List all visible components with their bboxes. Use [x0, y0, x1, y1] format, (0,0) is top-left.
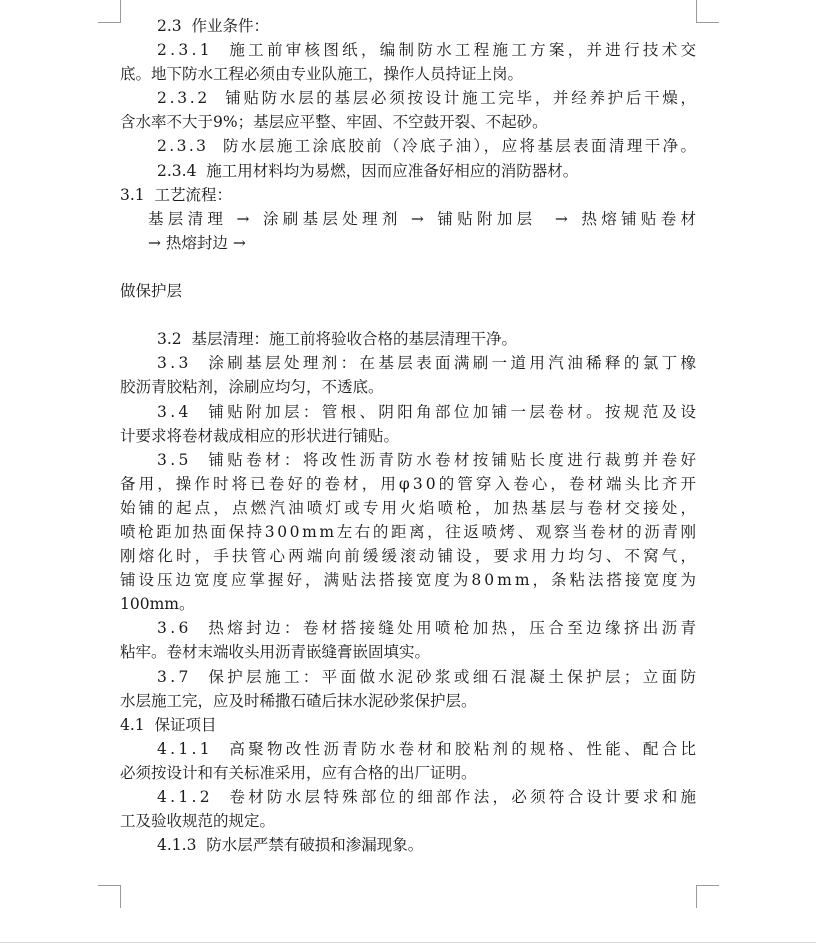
text-line — [120, 809, 696, 833]
text-line — [120, 616, 700, 640]
text-line — [120, 424, 696, 448]
text-line-content: 3.7 保护层施工：平面做水泥砂浆或细石混凝土保护层；立面防 — [157, 667, 700, 686]
text-line-content: 胶沥青胶粘剂，涂刷应均匀，不透底。 — [120, 378, 384, 397]
text-line — [120, 448, 700, 472]
text-line-content: 4.1.1 高聚物改性沥青防水卷材和胶粘剂的规格、性能、配合比 — [157, 739, 700, 758]
text-line — [120, 713, 696, 737]
text-line — [120, 761, 696, 785]
text-line-content: 含水率不大于9%；基层应平整、牢固、不空鼓开裂、不起砂。 — [120, 113, 548, 132]
text-line-content: 4.1.2 卷材防水层特殊部位的细部作法，必须符合设计要求和施 — [157, 788, 700, 806]
document-body — [120, 14, 701, 857]
page-bottom-edge — [0, 942, 816, 943]
text-line — [120, 183, 696, 207]
text-line — [120, 737, 700, 761]
text-line-content: 刚熔化时，手扶管心两端向前缓缓滚动铺设，要求用力均匀、不窝气， — [120, 547, 700, 566]
text-line-content: 3.1 工艺流程： — [120, 185, 233, 204]
text-line — [120, 568, 699, 592]
text-line — [120, 520, 699, 544]
text-line-content: 基层清理 → 涂刷基层处理剂 → 铺贴附加层 → 热熔铺贴卷材 — [148, 209, 701, 228]
text-line-content: 3.6 热熔封边：卷材搭接缝处用喷枪加热，压合至边缘挤出沥青 — [157, 619, 700, 638]
text-line-content: 3.2 基层清理：施工前将验收合格的基层清理干净。 — [157, 330, 518, 349]
text-line — [120, 62, 696, 86]
text-line-content: 必须按设计和有关标准采用，应有合格的出厂证明。 — [120, 763, 477, 782]
text-line-content: 做保护层 — [120, 282, 183, 301]
text-line-content: 水层施工完，应及时稀撒石碴后抹水泥砂浆保护层。 — [120, 691, 477, 710]
text-line-content: 3.3 涂刷基层处理剂：在基层表面满刷一道用汽油稀释的氯丁橡 — [157, 354, 700, 373]
text-line — [120, 544, 700, 568]
text-line — [120, 665, 700, 689]
margin-corner-top-right — [696, 0, 719, 23]
blank-line — [120, 255, 696, 279]
text-line — [120, 207, 701, 231]
text-line — [120, 327, 696, 351]
text-line — [120, 640, 696, 664]
text-line-content: 工及验收规范的规定。 — [120, 812, 276, 831]
text-line-content: 2.3.3 防水层施工涂底胶前（冷底子油），应将基层表面清理干净。 — [157, 137, 699, 156]
text-line — [120, 496, 700, 520]
text-line-content: 2.3.4 施工用材料均为易燃，因而应准备好相应的消防器材。 — [157, 161, 579, 180]
text-line — [120, 833, 696, 857]
text-line-content: 3.4 铺贴附加层：管根、阴阳角部位加铺一层卷材。按规范及设 — [157, 402, 700, 421]
text-line-content: 粘牢。卷材末端收头用沥青嵌缝膏嵌固填实。 — [120, 643, 431, 662]
text-line-content: → 热熔封边 → — [148, 233, 246, 252]
text-line-content: 3.5 铺贴卷材：将改性沥青防水卷材按铺贴长度进行裁剪并卷好 — [157, 450, 700, 469]
text-line-content: 100mm。 — [120, 595, 195, 614]
text-line-content: 4.1 保证项目 — [120, 715, 217, 734]
text-line — [120, 689, 696, 713]
margin-corner-bottom-right — [696, 885, 719, 908]
blank-line — [120, 303, 696, 327]
text-line — [120, 785, 700, 809]
margin-corner-top-left — [98, 0, 121, 23]
text-line — [120, 472, 700, 496]
text-line — [120, 14, 696, 38]
text-line-content: 喷枪距加热面保持300mm左右的距离，往返喷烤、观察当卷材的沥青刚 — [120, 522, 699, 541]
text-line — [120, 400, 700, 424]
text-line — [120, 134, 699, 158]
text-line — [120, 592, 696, 616]
text-line-content: 4.1.3 防水层严禁有破损和渗漏现象。 — [157, 836, 424, 855]
text-line — [120, 86, 699, 110]
text-line — [120, 231, 696, 255]
text-line-content: 2.3.2 铺贴防水层的基层必须按设计施工完毕，并经养护后干燥， — [157, 89, 699, 108]
text-line-content: 备用，操作时将已卷好的卷材，用φ30的管穿入卷心，卷材端头比齐开 — [120, 474, 700, 493]
text-line-content: 计要求将卷材裁成相应的形状进行铺贴。 — [120, 426, 400, 445]
text-line — [120, 159, 696, 183]
text-line — [120, 38, 700, 62]
text-line — [120, 279, 696, 303]
text-line-content: 铺设压边宽度应掌握好，满贴法搭接宽度为80mm，条粘法搭接宽度为 — [120, 571, 699, 590]
text-line — [120, 351, 700, 375]
text-line-content: 始铺的起点，点燃汽油喷灯或专用火焰喷枪，加热基层与卷材交接处， — [120, 498, 700, 517]
text-line — [120, 375, 696, 399]
text-line-content: 底。地下防水工程必须由专业队施工，操作人员持证上岗。 — [120, 65, 524, 84]
text-line — [120, 110, 696, 134]
margin-corner-bottom-left — [98, 885, 121, 908]
text-line-content: 2.3.1 施工前审核图纸，编制防水工程施工方案，并进行技术交 — [157, 41, 700, 60]
text-line-content: 2.3 作业条件： — [157, 17, 270, 35]
